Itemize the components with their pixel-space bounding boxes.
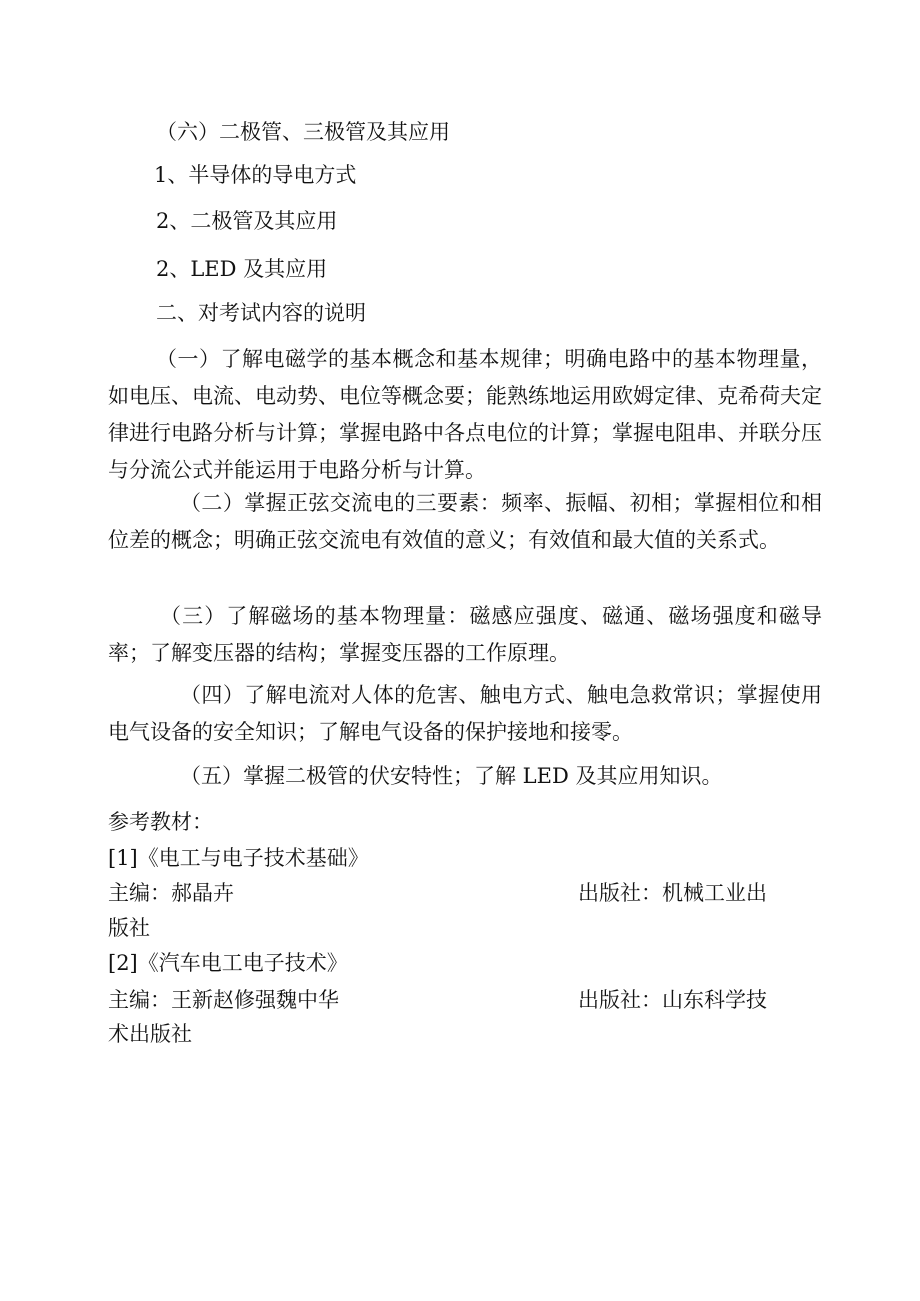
list-item: 2、二极管及其应用 xyxy=(156,209,338,233)
reference-1-title: [1]《电工与电子技术基础》 xyxy=(108,846,369,870)
reference-2-publisher: 出版社：山东科学技 xyxy=(578,988,767,1012)
reference-2-editor: 主编：王新赵修强魏中华 xyxy=(108,988,339,1012)
reference-1-publisher: 出版社：机械工业出 xyxy=(578,881,767,905)
list-item: 1、半导体的导电方式 xyxy=(154,163,357,187)
heading-six: （六）二极管、三极管及其应用 xyxy=(156,120,450,144)
paragraph-4: （四）了解电流对人体的危害、触电方式、触电急救常识；掌握使用电气设备的安全知识；了解电气设备的保护接地和接零。 xyxy=(108,683,822,744)
reference-2-title: [2]《汽车电工电子技术》 xyxy=(108,951,348,975)
paragraph-1: （一）了解电磁学的基本概念和基本规律；明确电路中的基本物理量，如电压、电流、电动势、电位等概念要；能熟练地运用欧姆定律、克希荷夫定律进行电路分析与计算；掌握电路中各点电位的计算；掌握电阻串、并联分压与分流公式并能运用于电路分析与计算。 xyxy=(108,347,822,482)
reference-1-publisher-cont: 版社 xyxy=(108,916,150,940)
paragraph-5: （五）掌握二极管的伏安特性；了解 LED 及其应用知识。 xyxy=(180,764,723,788)
paragraph-2: （二）掌握正弦交流电的三要素：频率、振幅、初相；掌握相位和相位差的概念；明确正弦交流电有效值的意义；有效值和最大值的关系式。 xyxy=(108,491,822,552)
paragraph-3: （三）了解磁场的基本物理量：磁感应强度、磁通、磁场强度和磁导率；了解变压器的结构；掌握变压器的工作原理。 xyxy=(108,604,822,665)
reference-1-editor: 主编：郝晶卉 xyxy=(108,881,234,905)
references-label: 参考教材： xyxy=(108,810,213,834)
reference-2-publisher-cont: 术出版社 xyxy=(108,1022,192,1046)
list-item: 2、LED 及其应用 xyxy=(156,257,328,281)
section-title: 二、对考试内容的说明 xyxy=(156,301,366,325)
